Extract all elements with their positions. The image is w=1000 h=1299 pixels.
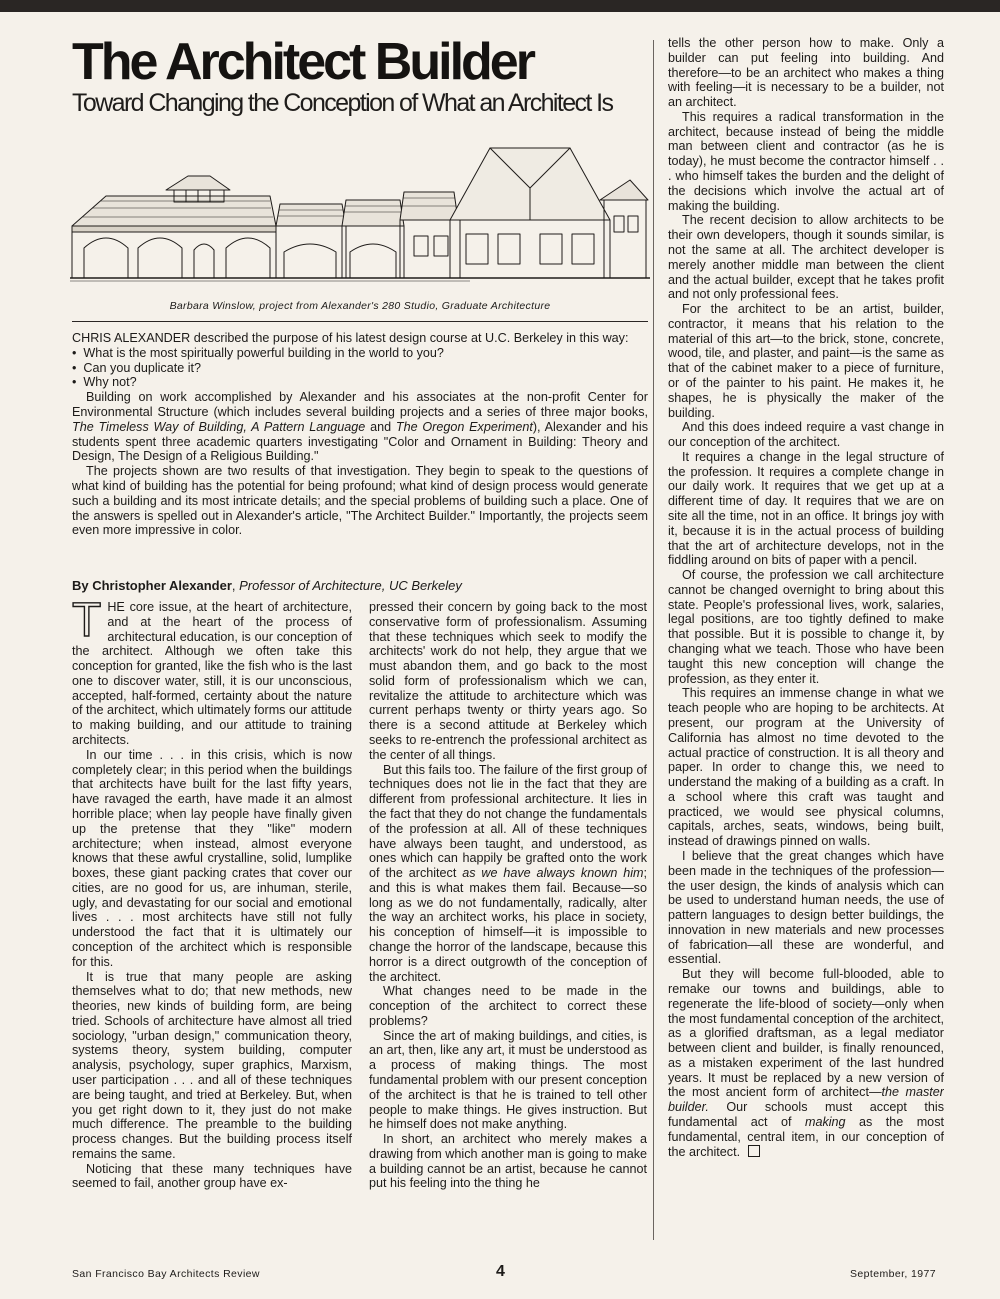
intro-text: ), Alexander and his students spent three academic quarters investigating "Color and Ornament in Building: Theory and Design, The Design of a Religious Building." bbox=[72, 419, 648, 464]
architectural-elevation-drawing bbox=[70, 140, 650, 296]
article-paragraph: The recent decision to allow architects to be their own developers, though it sounds similar, is not the same at all. The architect developer is merely another middle man between the client and the actual builder, except that he takes profit and not only professional fees. bbox=[668, 213, 944, 302]
column-divider bbox=[653, 40, 654, 1240]
article-paragraph: And this does indeed require a vast change in our conception of the architect. bbox=[668, 420, 944, 450]
article-paragraph: In our time . . . in this crisis, which is now completely clear; in this period when the buildings that architects have built for the last fifty years, have ravaged the earth, have made it an almost horrible place; when lay people have finally given up the pretense that they "like" modern architecture; when instead, almost everyone knows that these awful crystalline, solid, lumplike boxes, these giant packing crates that cover our cities, are no good for us, are inhuman, sterile, ugly, and devastating for our social and emotional lives . . . most architects have still not fully understood the fact that it is ultimately our conception of the architect which is responsible for this. bbox=[72, 747, 352, 969]
paragraph-text: HE core issue, at the heart of architecture, and at the heart of the process of architectural education, is our conception of the architect. Although we often take this conception for granted, like the fish who is the last one to discover water, still, it is our unconscious, accepted, half-formed, certainty about the nature of the architect, which ultimately forms our attitude to making building, and our attitude to training architects. bbox=[72, 600, 352, 748]
emphasis-text: as we have always known him bbox=[462, 866, 644, 881]
intro-bullet: • Can you duplicate it? bbox=[72, 361, 648, 376]
book-title: The Timeless Way of Building, A Pattern Language bbox=[72, 419, 366, 434]
end-mark-icon bbox=[748, 1145, 760, 1157]
article-paragraph: It requires a change in the legal structure of the profession. It requires a complete change in our daily work. It requires that we get up at a different time of day. It requires that we are on site all the time, not in an office. It brings joy with it, because it is in the actual process of building that the art of architecture develops, not in the fiddling around on bits of paper with a pencil. bbox=[668, 449, 944, 568]
drop-cap: T bbox=[72, 600, 102, 647]
intro-bullet: • What is the most spiritually powerful building in the world to you? bbox=[72, 346, 648, 361]
byline: By Christopher Alexander, Professor of Architecture, UC Berkeley bbox=[72, 578, 462, 593]
article-paragraph bbox=[668, 967, 944, 1159]
article-subtitle: Toward Changing the Conception of What an Architect Is bbox=[72, 89, 613, 117]
intro-bullet: • Why not? bbox=[72, 375, 648, 390]
paragraph-text: as the most fundamental, central item, in our conception of the architect. bbox=[668, 1115, 944, 1159]
paragraph-text: But this fails too. The failure of the first group of techniques does not lie in the fact that they are different from professional architecture. It lies in the fact that they do not change the fundamentals of the profession at all. All of these techniques have always been taught, and understood, as ones which can happily be grafted onto the work of the architect bbox=[369, 762, 647, 881]
article-paragraph: This requires a radical transformation in the architect, because instead of being the middle man between client and contractor (as he is today), he must become the contractor himself . . . who himself takes the burden and the delight of the decisions which involve the actual art of making the building. bbox=[668, 109, 944, 213]
book-title: The Oregon Experiment bbox=[395, 419, 533, 434]
article-paragraph: Noticing that these many techniques have seemed to fail, another group have ex- bbox=[72, 1161, 352, 1191]
author-affiliation: Professor of Architecture, UC Berkeley bbox=[239, 578, 462, 593]
article-paragraph: What changes need to be made in the conception of the architect to correct these problems? bbox=[369, 984, 647, 1028]
article-paragraph: tells the other person how to make. Only a builder can put feeling into building. And therefore—to be an architect who makes a thing with feeling—it is necessary to be a builder, not an architect. bbox=[668, 36, 944, 110]
footer-publication: San Francisco Bay Architects Review bbox=[72, 1268, 260, 1280]
article-column-1 bbox=[72, 600, 352, 1240]
article-paragraph: pressed their concern by going back to the most conservative form of professionalism. Assuming that these techniques which seek to modify the architects' work do not help, they argue that we must abandon them, and go back to the most solid form of professionalism which we can, revitalize the attitude to architecture which was current perhaps twenty or thirty years ago. So there is a second attitude at Berkeley which seeks to re-entrench the professional architect as the center of all things. bbox=[369, 600, 647, 762]
intro-text: Building on work accomplished by Alexander and his associates at the non-profit Center for Environmental Structure (which includes several building projects and a series of three major books, bbox=[72, 390, 648, 419]
page-number: 4 bbox=[496, 1263, 506, 1280]
paragraph-text: ; and this is what makes them fail. Because—so long as we do not fundamentally, radically, alter the way an architect works, his place in society, his conception of himself—it is impossible to change the horror of the landscape, because this horror is a direct outgrowth of the conception of the architect. bbox=[369, 866, 647, 984]
article-title: The Architect Builder bbox=[72, 33, 533, 91]
article-paragraph: This requires an immense change in what we teach people who are hoping to be architects. At present, our program at the University of California has almost no time devoted to the actual practice of construction. It is all theory and paper. In order to change this, we need to understand the making of a building as a craft. In a school where this craft was taught and practiced, we would see physical columns, capitals, arches, seats, windows, being built, instead of drawings pinned on walls. bbox=[668, 686, 944, 849]
intro-lead: CHRIS ALEXANDER described the purpose of his latest design course at U.C. Berkeley in this way: bbox=[72, 331, 629, 345]
article-paragraph: It is true that many people are asking themselves what to do; that new methods, new theories, new kinds of building form, are being tried. Schools of architecture have almost all tried sociology, "urban design," communication theory, systems theory, system building, computer analysis, psychology, super graphics, Marxism, user participation . . . and all of these techniques are being taught, and tried at Berkeley. But, when you get right down to it, they just do not make much difference. The preamble to the building process changes. But the building process itself remains the same. bbox=[72, 969, 352, 1161]
article-paragraph: Since the art of making buildings, and cities, is an art, then, like any art, it must be understood as a process of making things. The most fundamental problem with our present conception of the architect is that he is trained to tell other people to make things. He gives instruction. But he himself does not make anything. bbox=[369, 1028, 647, 1132]
intro-bullet-list bbox=[72, 346, 648, 390]
article-paragraph: For the architect to be an artist, builder, contractor, it means that his relation to the material of this art—to the brick, stone, concrete, wood, tile, and plaster, and paint—is the same as that of the cabinet maker to a piece of furniture, or of the painter to his paint. He makes it, he shapes, he is physically the maker of the building. bbox=[668, 302, 944, 420]
article-column-2 bbox=[369, 600, 647, 1240]
article-column-3 bbox=[668, 36, 944, 1240]
figure-caption: Barbara Winslow, project from Alexander's 280 Studio, Graduate Architecture bbox=[169, 300, 551, 312]
article-paragraph bbox=[369, 763, 647, 985]
author-name: By Christopher Alexander bbox=[72, 578, 232, 593]
intro-block bbox=[72, 331, 648, 538]
intro-text: and bbox=[365, 419, 396, 434]
intro-paragraph: The projects shown are two results of that investigation. They begin to speak to the questions of what kind of building has the potential for being profound; what kind of design process would generate such a building and its most intricate details; and the special problems of building such a place. One of the answers is spelled out in Alexander's article, "The Architect Builder." Importantly, the projects seem even more impressive in color. bbox=[72, 464, 648, 538]
article-paragraph: Of course, the profession we call architecture cannot be changed overnight to bring about this state. People's professional lives, work, salaries, legal positions, are too tightly defined to make that possible. But it is possible to change it, by changing what we teach. Those who have been taught this new conception will change the profession, as they enter it. bbox=[668, 568, 944, 686]
top-border-bar bbox=[0, 0, 1000, 12]
paragraph-text: Our schools must accept this fundamental act of bbox=[668, 1100, 944, 1130]
emphasis-text: making bbox=[804, 1115, 846, 1130]
paragraph-text: But they will become full-blooded, able to remake our towns and buildings, able to regenerate the life-blood of society—only when the most fundamental conception of the architect, as a glorified draftsman, as a legal mediator between client and builder, is finally renounced, as a mistaken experiment of the last hundred years. It must be replaced by a new version of the most ancient form of architect— bbox=[668, 967, 944, 1100]
article-paragraph bbox=[72, 600, 352, 748]
horizontal-rule bbox=[72, 321, 648, 322]
intro-paragraph bbox=[72, 390, 648, 464]
article-paragraph: In short, an architect who merely makes a drawing from which another man is going to make a building cannot be an artist, because he cannot put his feeling into the thing he bbox=[369, 1132, 647, 1191]
emphasis-text: the master builder. bbox=[668, 1085, 944, 1115]
footer-date: September, 1977 bbox=[850, 1268, 936, 1280]
article-paragraph: I believe that the great changes which have been made in the techniques of the profession—the user design, the kinds of analysis which can be used to understand human needs, the use of pattern languages to design better buildings, the innovation in new materials and new processes of fabrication—all these are wonderful, and essential. bbox=[668, 848, 944, 967]
